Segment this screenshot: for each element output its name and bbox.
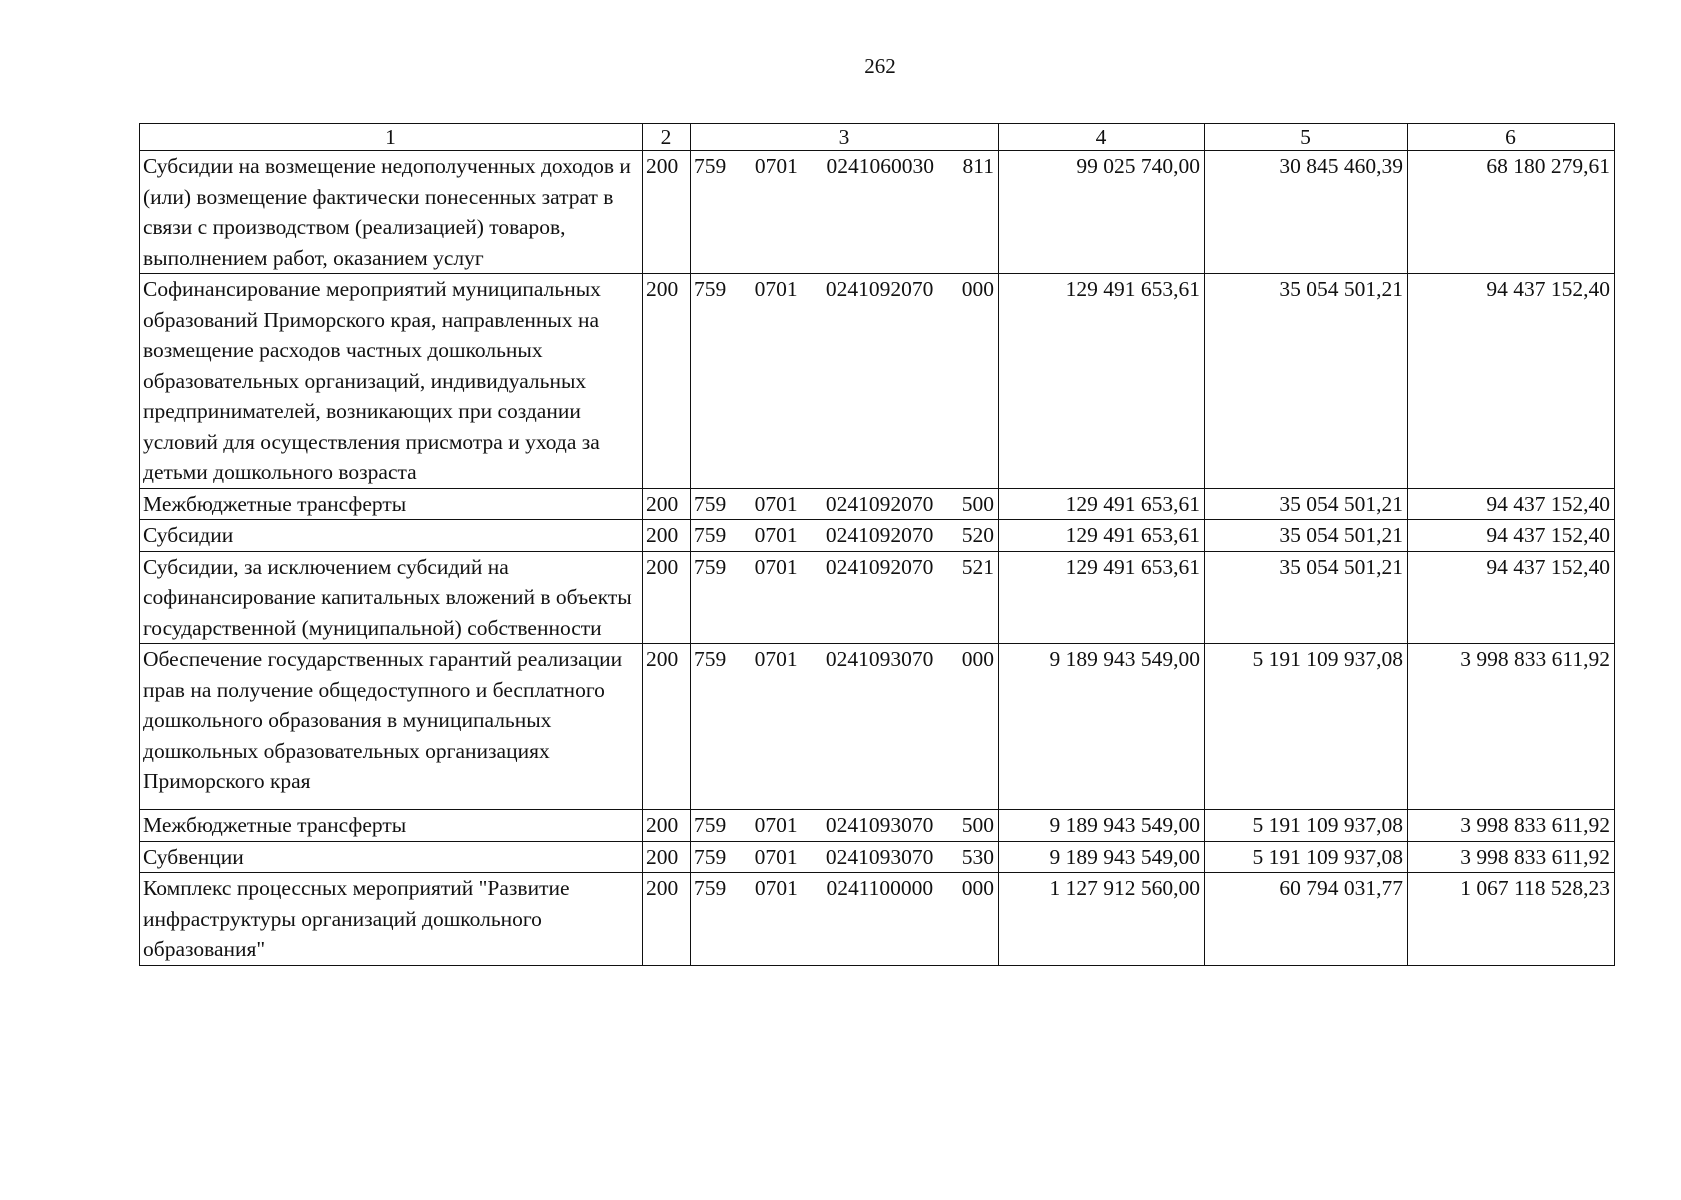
row-name: Комплекс процессных мероприятий "Развитие инфраструктуры организаций дошкольного образования" xyxy=(140,873,643,966)
code-admin: 759 xyxy=(694,277,727,301)
row-name: Субсидии на возмещение недополученных доходов и (или) возмещение фактически понесенных затрат в связи с производством (реализацией) товаров, выполнением работ, оказанием услуг xyxy=(140,151,643,274)
code-col-2: 200 xyxy=(643,488,691,520)
code-target: 0241093070 xyxy=(825,647,934,671)
row-name: Межбюджетные трансферты xyxy=(140,488,643,520)
code-col-3 xyxy=(691,644,999,810)
code-col-2: 200 xyxy=(643,151,691,274)
header-cell-1: 1 xyxy=(140,124,643,151)
code-kind: 500 xyxy=(961,813,994,837)
code-kind: 520 xyxy=(961,523,994,547)
code-kind: 500 xyxy=(961,491,994,516)
code-col-3 xyxy=(691,488,999,520)
code-col-2: 200 xyxy=(643,873,691,966)
code-admin: 759 xyxy=(694,154,727,178)
code-col-3 xyxy=(691,841,999,873)
code-section: 0701 xyxy=(754,154,798,178)
table-row xyxy=(140,873,1615,966)
row-name: Субвенции xyxy=(140,841,643,873)
value-col-4: 1 127 912 560,00 xyxy=(999,873,1205,966)
code-admin: 759 xyxy=(694,523,727,547)
code-target: 0241092070 xyxy=(825,491,934,516)
code-target: 0241092070 xyxy=(825,523,934,547)
table-row xyxy=(140,810,1615,842)
code-col-3 xyxy=(691,551,999,644)
code-admin: 759 xyxy=(694,813,727,837)
value-col-4: 129 491 653,61 xyxy=(999,520,1205,552)
value-col-6: 1 067 118 528,23 xyxy=(1408,873,1615,966)
value-col-5: 35 054 501,21 xyxy=(1205,520,1408,552)
code-kind: 000 xyxy=(961,277,994,301)
table-row xyxy=(140,274,1615,489)
value-col-5: 60 794 031,77 xyxy=(1205,873,1408,966)
value-col-5: 5 191 109 937,08 xyxy=(1205,810,1408,842)
code-col-2: 200 xyxy=(643,551,691,644)
code-section: 0701 xyxy=(754,523,798,547)
row-name: Софинансирование мероприятий муниципальных образований Приморского края, направленных на возмещение расходов частных дошкольных образовательных организаций, индивидуальных предпринимателей, возникающих при создании условий для осуществления присмотра и ухода за детьми дошкольного возраста xyxy=(140,274,643,489)
value-col-4: 129 491 653,61 xyxy=(999,551,1205,644)
table-row xyxy=(140,644,1615,810)
code-kind: 000 xyxy=(961,647,994,671)
value-col-5: 35 054 501,21 xyxy=(1205,551,1408,644)
page-number: 262 xyxy=(864,54,896,78)
value-col-6: 94 437 152,40 xyxy=(1408,520,1615,552)
code-target: 0241060030 xyxy=(826,154,934,178)
code-target: 0241093070 xyxy=(825,844,934,869)
code-col-3 xyxy=(691,274,999,489)
code-admin: 759 xyxy=(694,876,727,900)
value-col-5: 5 191 109 937,08 xyxy=(1205,644,1408,810)
code-kind: 530 xyxy=(961,844,994,869)
code-col-2: 200 xyxy=(643,274,691,489)
value-col-4: 129 491 653,61 xyxy=(999,488,1205,520)
code-admin: 759 xyxy=(694,554,727,579)
budget-table xyxy=(139,123,1615,966)
value-col-5: 35 054 501,21 xyxy=(1205,488,1408,520)
header-cell-5: 5 xyxy=(1205,124,1408,151)
header-cell-6: 6 xyxy=(1408,124,1615,151)
code-kind: 811 xyxy=(962,154,994,178)
code-target: 0241100000 xyxy=(826,876,934,900)
header-cell-3: 3 xyxy=(691,124,999,151)
value-col-6: 94 437 152,40 xyxy=(1408,274,1615,489)
value-col-4: 9 189 943 549,00 xyxy=(999,841,1205,873)
code-col-2: 200 xyxy=(643,841,691,873)
value-col-4: 9 189 943 549,00 xyxy=(999,810,1205,842)
code-admin: 759 xyxy=(694,491,727,516)
code-target: 0241093070 xyxy=(825,813,934,837)
value-col-4: 9 189 943 549,00 xyxy=(999,644,1205,810)
code-admin: 759 xyxy=(694,844,727,869)
code-section: 0701 xyxy=(754,491,798,516)
table-row xyxy=(140,151,1615,274)
code-col-3 xyxy=(691,520,999,552)
value-col-6: 3 998 833 611,92 xyxy=(1408,810,1615,842)
value-col-6: 3 998 833 611,92 xyxy=(1408,841,1615,873)
row-name: Субсидии, за исключением субсидий на софинансирование капитальных вложений в объекты государственной (муниципальной) собственности xyxy=(140,551,643,644)
table-row xyxy=(140,551,1615,644)
row-name: Субсидии xyxy=(140,520,643,552)
value-col-6: 94 437 152,40 xyxy=(1408,488,1615,520)
code-col-3 xyxy=(691,873,999,966)
value-col-4: 99 025 740,00 xyxy=(999,151,1205,274)
code-section: 0701 xyxy=(754,813,798,837)
table-row xyxy=(140,841,1615,873)
code-target: 0241092070 xyxy=(825,277,934,301)
code-col-2: 200 xyxy=(643,520,691,552)
row-name: Обеспечение государственных гарантий реализации прав на получение общедоступного и бесплатного дошкольного образования в муниципальных дошкольных образовательных организациях Приморского края xyxy=(140,644,643,810)
code-admin: 759 xyxy=(694,647,727,671)
row-name: Межбюджетные трансферты xyxy=(140,810,643,842)
code-col-2: 200 xyxy=(643,810,691,842)
code-section: 0701 xyxy=(754,277,798,301)
value-col-5: 30 845 460,39 xyxy=(1205,151,1408,274)
code-kind: 521 xyxy=(961,554,994,579)
code-section: 0701 xyxy=(754,647,798,671)
code-section: 0701 xyxy=(754,876,798,900)
code-col-3 xyxy=(691,151,999,274)
code-target: 0241092070 xyxy=(825,554,934,579)
header-row xyxy=(140,124,1615,151)
value-col-4: 129 491 653,61 xyxy=(999,274,1205,489)
table-row xyxy=(140,520,1615,552)
value-col-5: 35 054 501,21 xyxy=(1205,274,1408,489)
value-col-5: 5 191 109 937,08 xyxy=(1205,841,1408,873)
code-kind: 000 xyxy=(961,876,994,900)
value-col-6: 94 437 152,40 xyxy=(1408,551,1615,644)
table-row xyxy=(140,488,1615,520)
code-section: 0701 xyxy=(754,844,798,869)
code-col-2: 200 xyxy=(643,644,691,810)
code-section: 0701 xyxy=(754,554,798,579)
value-col-6: 3 998 833 611,92 xyxy=(1408,644,1615,810)
code-col-3 xyxy=(691,810,999,842)
value-col-6: 68 180 279,61 xyxy=(1408,151,1615,274)
header-cell-4: 4 xyxy=(999,124,1205,151)
header-cell-2: 2 xyxy=(643,124,691,151)
